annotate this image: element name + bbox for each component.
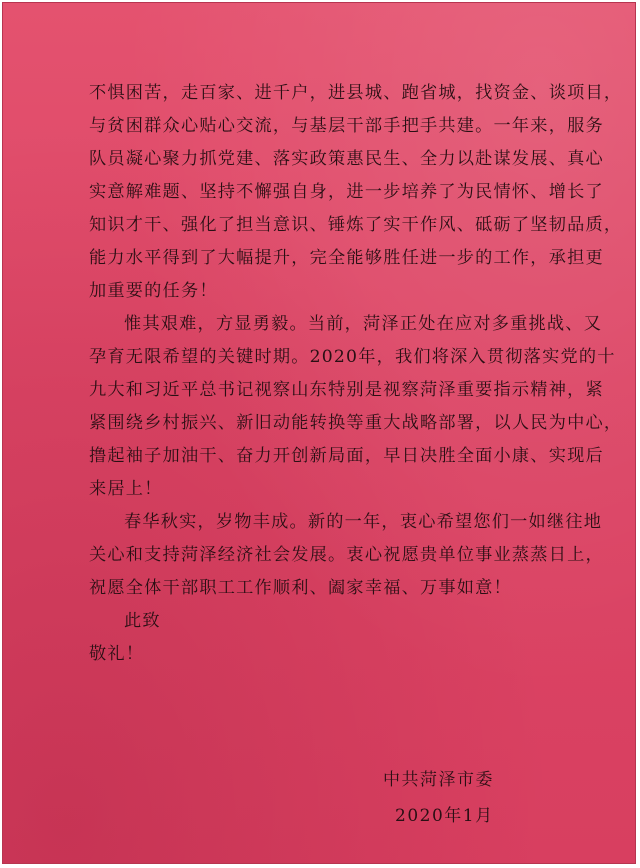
letter-line: 紧围绕乡村振兴、新旧动能转换等重大战略部署，以人民为中心， (89, 413, 623, 433)
paragraph-start-line: 春华秋实，岁物丰成。新的一年，衷心希望您们一如继往地 (124, 512, 603, 532)
letter-line: 不惧困苦，走百家、进千户，进县城、跑省城，找资金、谈项目， (89, 83, 623, 103)
letter-line: 祝愿全体干部职工工作顺利、阖家幸福、万事如意！ (89, 578, 512, 598)
closing-respect: 敬礼！ (89, 644, 145, 664)
letter-line: 加重要的任务！ (89, 281, 218, 301)
letter-line: 来居上！ (89, 479, 163, 499)
letter-line: 九大和习近平总书记视察山东特别是视察菏泽重要指示精神，紧 (89, 380, 604, 400)
letter-line: 能力水平得到了大幅提升，完全能够胜任进一步的工作，承担更 (89, 248, 604, 268)
letter-body (89, 77, 623, 671)
letter-page (2, 2, 636, 864)
letter-line: 与贫困群众心贴心交流，与基层干部手把手共建。一年来，服务 (89, 116, 604, 136)
letter-line: 撸起袖子加油干、奋力开创新局面，早日决胜全面小康、实现后 (89, 446, 604, 466)
closing-salutation: 此致 (124, 611, 161, 631)
letter-line: 关心和支持菏泽经济社会发展。衷心祝愿贵单位事业蒸蒸日上， (89, 545, 604, 565)
letter-line: 知识才干、强化了担当意识、锤炼了实干作风、砥砺了坚韧品质， (89, 215, 623, 235)
letter-line: 实意解难题、坚持不懈强自身，进一步培养了为民情怀、增长了 (89, 182, 604, 202)
letter-line: 队员凝心聚力抓党建、落实政策惠民生、全力以赴谋发展、真心 (89, 149, 604, 169)
paragraph-start-line: 惟其艰难，方显勇毅。当前，菏泽正处在应对多重挑战、又 (124, 314, 603, 334)
signature-date: 2020年1月 (395, 806, 494, 826)
signature-organization: 中共菏泽市委 (383, 770, 494, 790)
letter-line: 孕育无限希望的关键时期。2020年，我们将深入贯彻落实党的十 (89, 347, 616, 367)
